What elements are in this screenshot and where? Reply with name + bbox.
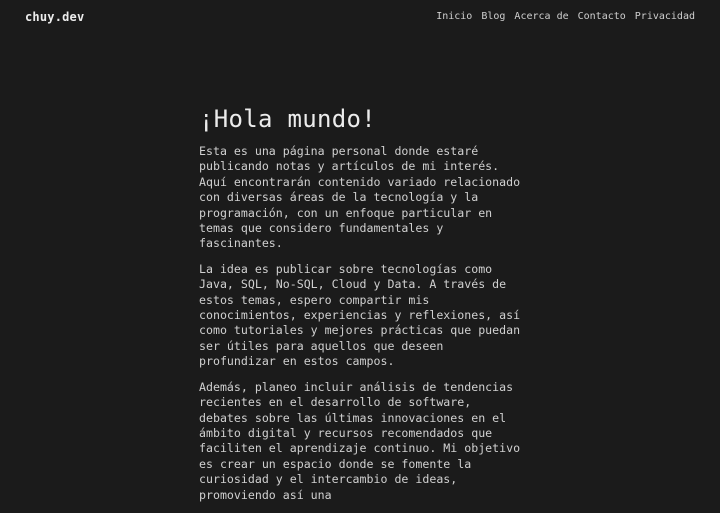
site-header	[0, 0, 720, 36]
topics-paragraph: La idea es publicar sobre tecnologías como Java, SQL, No-SQL, Cloud y Data. A través de estos temas, espero compartir mis conocimientos, experiencias y reflexiones, así como tutoriales y mejores prácticas que puedan ser útiles para aquellos que deseen profundizar en estos campos.	[199, 261, 521, 369]
nav-link-acerca-de[interactable]: Acerca de	[514, 11, 569, 22]
nav-link-contacto[interactable]: Contacto	[577, 11, 626, 22]
main-nav	[436, 11, 695, 22]
plans-paragraph: Además, planeo incluir análisis de tendencias recientes en el desarrollo de software, debates sobre las últimas innovaciones en el ámbito digital y recursos recomendados que faciliten el aprendizaje continuo. Mi objetivo es crear un espacio donde se fomente la curiosidad y el intercambio de ideas, promoviendo así una	[199, 379, 521, 502]
page-title: ¡Hola mundo!	[199, 105, 376, 133]
intro-paragraph: Esta es una página personal donde estaré publicando notas y artículos de mi interés. Aquí encontrarán contenido variado relacionado con diversas áreas de la tecnología y la programación, con un enfoque particular en temas que considero fundamentales y fascinantes.	[199, 144, 521, 251]
nav-link-blog[interactable]: Blog	[481, 11, 506, 22]
site-logo-link[interactable]: chuy.dev	[25, 10, 85, 24]
main-content	[199, 104, 525, 513]
nav-link-inicio[interactable]: Inicio	[436, 11, 473, 22]
nav-link-privacidad[interactable]: Privacidad	[634, 11, 695, 22]
